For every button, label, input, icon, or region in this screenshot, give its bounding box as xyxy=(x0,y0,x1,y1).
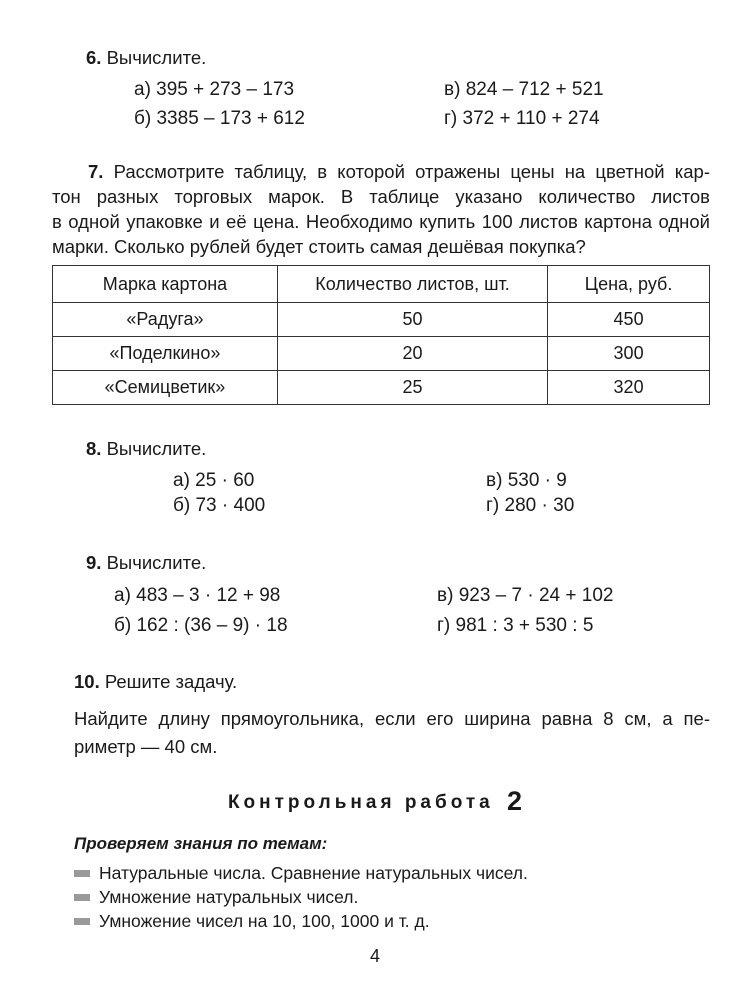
bullet-icon xyxy=(74,870,90,877)
task-7-line-2: тон разных торговых марок. В таблице указано количество листов xyxy=(52,186,710,207)
task-6-item-v: в) 824 – 712 + 521 xyxy=(444,79,604,100)
task-9-item-v: в) 923 – 7 · 24 + 102 xyxy=(437,585,614,606)
task-7-number: 7. xyxy=(88,161,104,182)
page-number: 4 xyxy=(369,946,380,966)
task-10-title: Решите задачу. xyxy=(104,671,238,692)
task-9-title: Вычислите. xyxy=(106,552,207,573)
table-cell-price: 300 xyxy=(548,337,710,371)
table-header-row xyxy=(53,266,710,303)
topic-item xyxy=(74,862,528,884)
task-10-line-1: Найдите длину прямоугольника, если его ширина равна 8 см, а пе- xyxy=(74,708,710,729)
task-7-line-3: в одной упаковке и её цена. Необходимо купить 100 листов картона одной xyxy=(52,211,710,232)
task-6-title: Вычислите. xyxy=(106,47,207,68)
table-cell-quantity: 20 xyxy=(277,337,547,371)
task-9-number: 9. xyxy=(86,552,102,573)
price-table xyxy=(52,265,710,405)
table-cell-price: 320 xyxy=(548,371,710,405)
test-title xyxy=(0,786,750,817)
task-6-item-a: а) 395 + 273 – 173 xyxy=(134,79,295,100)
task-8-item-g: г) 280 · 30 xyxy=(486,495,575,516)
table-header-price: Цена, руб. xyxy=(548,266,710,303)
task-6-item-b: б) 3385 – 173 + 612 xyxy=(134,108,305,129)
task-10-heading xyxy=(74,671,237,693)
topic-item xyxy=(74,910,430,932)
table-cell-quantity: 50 xyxy=(277,303,547,337)
table-cell-brand: «Поделкино» xyxy=(53,337,278,371)
task-6-heading xyxy=(86,47,206,69)
table-row xyxy=(53,371,710,405)
bullet-icon xyxy=(74,894,90,901)
task-8-item-v: в) 530 · 9 xyxy=(486,470,567,491)
task-9-item-g: г) 981 : 3 + 530 : 5 xyxy=(437,615,594,636)
test-title-text: Контрольная работа xyxy=(227,792,494,813)
task-7-text xyxy=(52,159,710,259)
table-row xyxy=(53,337,710,371)
table-cell-brand: «Семицветик» xyxy=(53,371,278,405)
task-6-item-g: г) 372 + 110 + 274 xyxy=(444,108,600,129)
task-8-item-b: б) 73 · 400 xyxy=(173,495,266,516)
table-header-brand: Марка картона xyxy=(53,266,278,303)
task-8-number: 8. xyxy=(86,438,102,459)
topics-heading: Проверяем знания по темам: xyxy=(74,834,328,853)
table-header-quantity: Количество листов, шт. xyxy=(277,266,547,303)
task-8-title: Вычислите. xyxy=(106,438,207,459)
task-7-line-4: марки. Сколько рублей будет стоить самая дешёвая покупка? xyxy=(52,236,586,257)
topic-item xyxy=(74,886,358,908)
task-9-heading xyxy=(86,552,206,574)
task-9-item-a: а) 483 – 3 · 12 + 98 xyxy=(114,585,281,606)
task-8-item-a: а) 25 · 60 xyxy=(173,470,255,491)
task-10-number: 10. xyxy=(74,671,100,692)
task-10-text xyxy=(74,705,710,761)
task-9-item-b: б) 162 : (36 – 9) · 18 xyxy=(114,615,288,636)
table-row xyxy=(53,303,710,337)
task-6-number: 6. xyxy=(86,47,102,68)
table-cell-brand: «Радуга» xyxy=(53,303,278,337)
test-number: 2 xyxy=(507,786,523,816)
topic-text: Умножение натуральных чисел. xyxy=(99,887,359,907)
topic-text: Умножение чисел на 10, 100, 1000 и т. д. xyxy=(99,911,430,931)
task-7-line-1: Рассмотрите таблицу, в которой отражены цены на цветной кар- xyxy=(113,161,710,182)
task-10-line-2: риметр — 40 см. xyxy=(74,736,218,757)
table-cell-quantity: 25 xyxy=(277,371,547,405)
task-8-heading xyxy=(86,438,206,460)
topic-text: Натуральные числа. Сравнение натуральных чисел. xyxy=(99,863,528,883)
bullet-icon xyxy=(74,918,90,925)
table-cell-price: 450 xyxy=(548,303,710,337)
